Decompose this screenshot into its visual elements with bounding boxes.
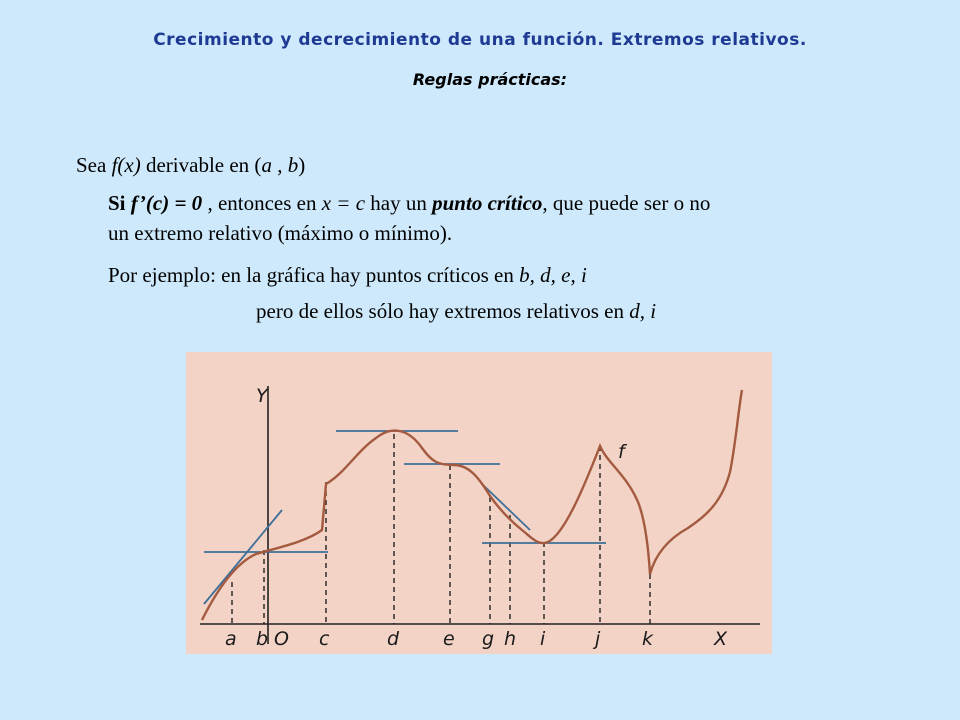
l5-t1: pero de ellos sólo hay extremos relativos en xyxy=(256,299,630,323)
point-label-b: b xyxy=(256,628,269,650)
x-axis-label: X xyxy=(714,628,728,650)
point-label-h: h xyxy=(504,628,517,650)
point-label-k: k xyxy=(642,628,654,650)
l1-t2: f(x) xyxy=(111,153,141,177)
text-line-3 xyxy=(108,220,452,246)
l2-t2: f’(c) = 0 xyxy=(130,191,203,215)
text-line-4 xyxy=(108,262,587,288)
l2-t3: , entonces en xyxy=(202,191,322,215)
l4-t2: b, d, e, i xyxy=(519,263,587,287)
l5-t2: d, i xyxy=(629,299,657,323)
slide-subtitle: Reglas prácticas: xyxy=(412,70,568,89)
curve-label-f: f xyxy=(618,441,625,463)
l1-t7: ) xyxy=(298,153,306,177)
l2-t4: x = c xyxy=(321,191,366,215)
point-label-j: j xyxy=(595,628,601,650)
origin-label: O xyxy=(274,628,289,650)
function-graph-image xyxy=(186,352,772,654)
l3-t1: un extremo relativo (máximo o mínimo). xyxy=(108,221,453,245)
l2-t7: , que puede ser o no xyxy=(542,191,711,215)
point-label-g: g xyxy=(482,628,495,650)
text-line-5 xyxy=(256,298,656,324)
l2-t1: Si xyxy=(108,191,131,215)
point-label-a: a xyxy=(225,628,237,650)
l2-t5: hay un xyxy=(365,191,433,215)
l2-t6: punto crítico xyxy=(432,191,543,215)
function-graph xyxy=(186,352,772,654)
l4-t1: Por ejemplo: en la gráfica hay puntos críticos en xyxy=(108,263,520,287)
function-curve xyxy=(202,390,742,620)
l1-t5: , xyxy=(271,153,288,177)
point-label-c: c xyxy=(319,628,330,650)
slide-title: Crecimiento y decrecimiento de una función. Extremos relativos. xyxy=(153,30,807,50)
point-label-i: i xyxy=(540,628,546,650)
l1-t4: a xyxy=(261,153,272,177)
point-label-e: e xyxy=(443,628,455,650)
point-label-d: d xyxy=(387,628,400,650)
l1-t6: b xyxy=(287,153,299,177)
y-axis-label: Y xyxy=(256,385,268,407)
point-labels xyxy=(225,628,654,650)
l1-t3: derivable en ( xyxy=(140,153,262,177)
l1-t1: Sea xyxy=(76,153,112,177)
text-line-2 xyxy=(108,190,710,216)
text-line-1 xyxy=(76,152,305,178)
